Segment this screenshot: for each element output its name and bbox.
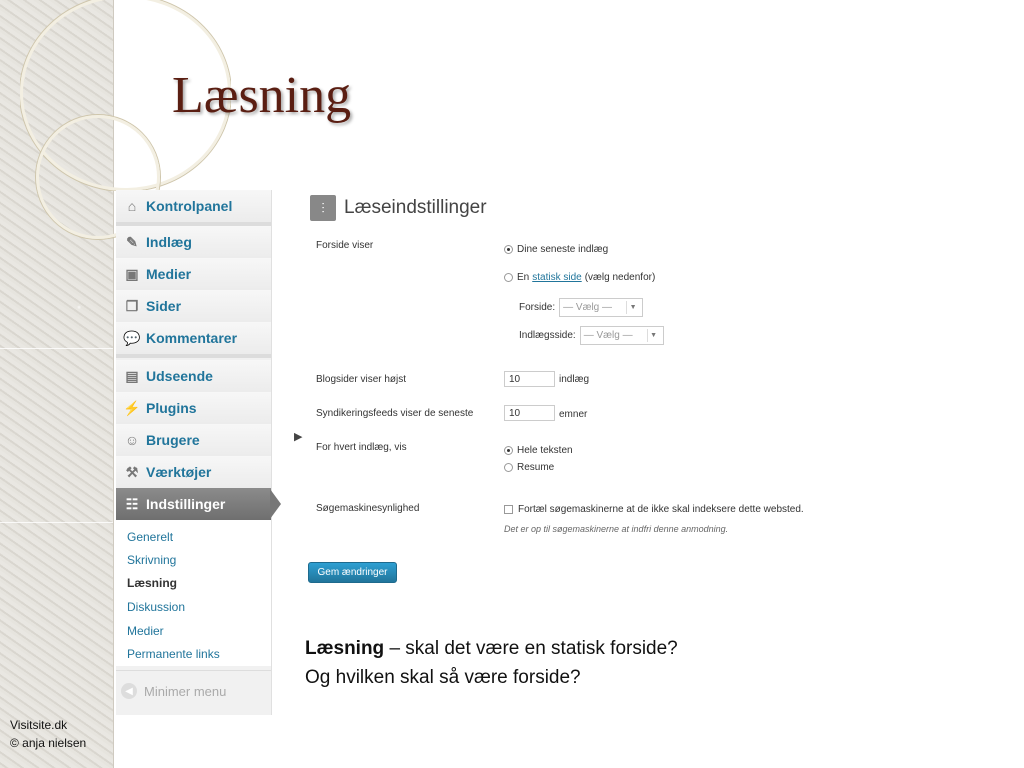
front-page-label: Forside viser xyxy=(316,240,374,251)
search-visibility-hint: Det er op til søgemaskinerne at indfri denne anmodning. xyxy=(504,524,729,534)
submenu-item-generelt[interactable]: Generelt xyxy=(127,530,174,544)
settings-title: Læseindstillinger xyxy=(344,197,487,218)
sidebar-item-brugere[interactable]: ☺ Brugere xyxy=(116,424,271,457)
settings-header xyxy=(310,195,487,221)
static-page-link[interactable]: statisk side xyxy=(532,272,582,283)
sidebar-item-kommentarer[interactable]: 💬 Kommentarer xyxy=(116,322,271,355)
plugin-icon: ⚡ xyxy=(123,399,141,416)
radio-button[interactable] xyxy=(504,463,513,472)
radio-summary[interactable]: Resume xyxy=(504,462,554,473)
settings-page-icon: ⫶ xyxy=(310,195,336,221)
sidebar-item-sider[interactable]: ❐ Sider xyxy=(116,290,271,323)
blog-pages-label: Blogsider viser højst xyxy=(316,374,407,385)
checkbox[interactable] xyxy=(504,505,513,514)
appearance-icon: ▤ xyxy=(125,367,139,384)
sidebar-item-vaerktojer[interactable]: ⚒ Værktøjer xyxy=(116,456,271,489)
chevron-down-icon: ▼ xyxy=(647,329,660,342)
radio-full-text[interactable]: Hele teksten xyxy=(504,445,573,456)
sidebar-item-udseende[interactable]: ▤ Udseende xyxy=(116,360,271,393)
front-page-select-row: Forside: — Vælg — ▼ xyxy=(519,298,643,317)
blog-pages-unit: indlæg xyxy=(559,374,590,385)
admin-sidebar xyxy=(116,190,272,715)
caption-bold: Læsning xyxy=(305,638,385,659)
radio-latest-posts[interactable]: Dine seneste indlæg xyxy=(504,244,608,255)
tools-icon: ⚒ xyxy=(125,463,139,480)
feeds-label: Syndikeringsfeeds viser de seneste xyxy=(316,408,474,419)
caption-line2: Og hvilken skal så være forside? xyxy=(305,667,581,688)
each-post-label: For hvert indlæg, vis xyxy=(316,442,407,453)
sidebar-item-plugins[interactable]: ⚡ Plugins xyxy=(116,392,271,425)
comment-icon: 💬 xyxy=(123,329,141,346)
blog-pages-input[interactable]: 10 xyxy=(504,371,555,387)
radio-button[interactable] xyxy=(504,273,513,282)
fold-arrow-icon[interactable]: ▶ xyxy=(294,431,303,443)
slide-title: Læsning xyxy=(172,67,352,124)
search-visibility-label: Søgemaskinesynlighed xyxy=(316,503,420,514)
menu-separator xyxy=(116,354,271,358)
caption-line1: – skal det være en statisk forside? xyxy=(384,638,678,659)
footer-site: Visitsite.dk xyxy=(10,718,68,732)
submenu-item-medier[interactable]: Medier xyxy=(127,624,164,638)
save-changes-button[interactable]: Gem ændringer xyxy=(308,562,397,583)
sidebar-item-medier[interactable]: ▣ Medier xyxy=(116,258,271,291)
feeds-input[interactable]: 10 xyxy=(504,405,555,421)
settings-submenu xyxy=(116,520,271,666)
collapse-arrow-icon: ◀ xyxy=(121,683,137,699)
submenu-item-skrivning[interactable]: Skrivning xyxy=(127,553,177,567)
divider xyxy=(0,522,113,523)
media-icon: ▣ xyxy=(125,265,139,282)
pages-icon: ❐ xyxy=(125,297,139,314)
chevron-down-icon: ▼ xyxy=(626,301,639,314)
posts-page-select-row: Indlægsside: — Vælg — ▼ xyxy=(519,326,664,345)
slide-footer xyxy=(10,716,86,752)
settings-icon: ☷ xyxy=(125,495,139,512)
feeds-unit: emner xyxy=(559,409,588,420)
users-icon: ☺ xyxy=(124,432,140,448)
radio-static-page[interactable]: En statisk side (vælg nedenfor) xyxy=(504,272,655,283)
posts-page-select[interactable]: — Vælg — ▼ xyxy=(580,326,664,345)
radio-button[interactable] xyxy=(504,446,513,455)
submenu-item-diskussion[interactable]: Diskussion xyxy=(127,600,186,614)
home-icon: ⌂ xyxy=(127,198,137,214)
search-visibility-checkbox[interactable]: Fortæl søgemaskinerne at de ikke skal indeksere dette websted. xyxy=(504,504,804,515)
pin-icon: ✎ xyxy=(126,233,138,250)
submenu-item-permanente-links[interactable]: Permanente links xyxy=(127,647,220,661)
radio-button[interactable] xyxy=(504,245,513,254)
collapse-menu-button[interactable]: ◀ Minimer menu xyxy=(116,670,271,711)
divider xyxy=(0,348,113,349)
slide-caption xyxy=(305,634,678,692)
footer-author: © anja nielsen xyxy=(10,736,87,750)
active-menu-arrow xyxy=(270,489,281,519)
front-page-select[interactable]: — Vælg — ▼ xyxy=(559,298,643,317)
sidebar-item-indstillinger[interactable]: ☷ Indstillinger xyxy=(116,488,271,520)
sidebar-item-kontrolpanel[interactable]: ⌂ Kontrolpanel xyxy=(116,190,271,223)
submenu-item-laesning[interactable]: Læsning xyxy=(127,576,177,590)
sidebar-item-indlaeg[interactable]: ✎ Indlæg xyxy=(116,226,271,259)
